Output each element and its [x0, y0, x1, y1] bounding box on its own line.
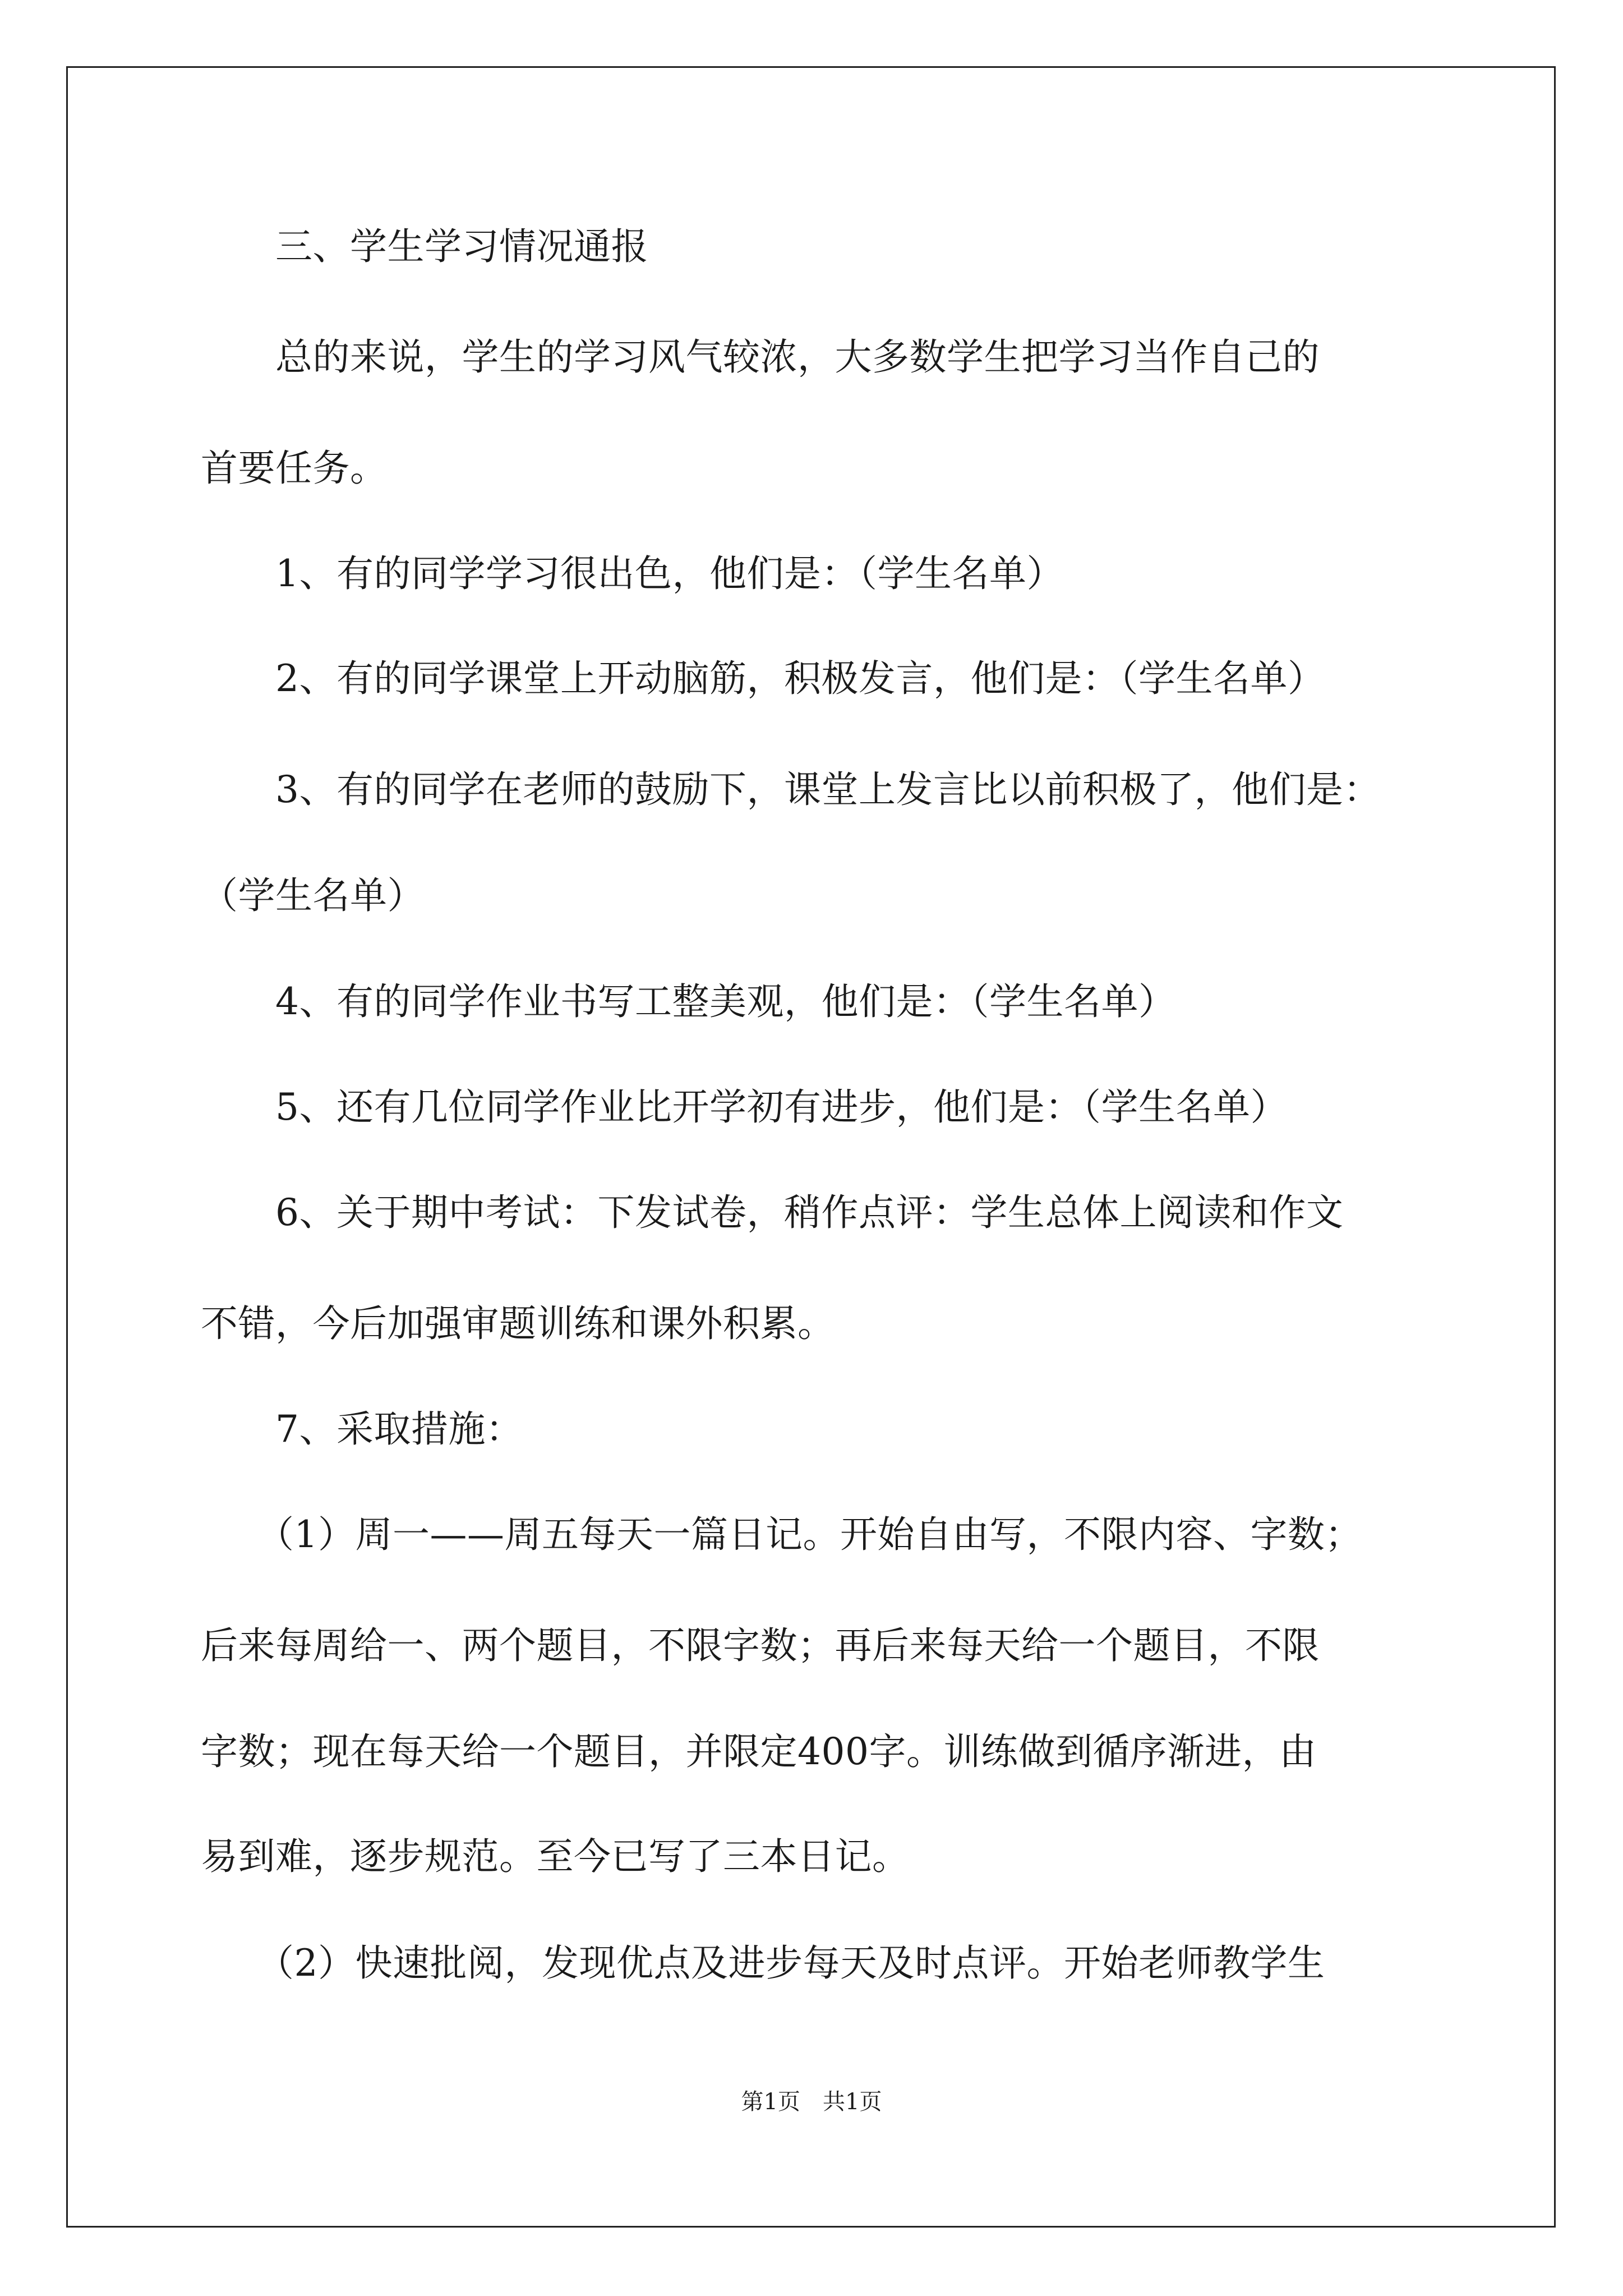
paragraph-line: 首要任务。 [201, 447, 388, 490]
paragraph-line: 总的来说，学生的学习风气较浓，大多数学生把学习当作自己的 [201, 335, 1320, 379]
measure-2-line: （2）快速批阅，发现优点及进步每天及时点评。开始老师教学生 [201, 1941, 1325, 1985]
list-item-3: 3、有的同学在老师的鼓励下，课堂上发言比以前积极了，他们是： [201, 768, 1381, 811]
section-heading: 三、学生学习情况通报 [201, 225, 648, 268]
list-item-6: 6、关于期中考试：下发试卷，稍作点评：学生总体上阅读和作文 [201, 1191, 1344, 1234]
page-number-footer: 第1页 共1页 [741, 2089, 882, 2115]
measure-1-line: （1）周一——周五每天一篇日记。开始自由写，不限内容、字数； [201, 1513, 1362, 1556]
measure-1-line: 易到难，逐步规范。至今已写了三本日记。 [201, 1835, 910, 1878]
list-item-6-continued: 不错，今后加强审题训练和课外积累。 [201, 1302, 835, 1345]
page-border [66, 66, 1556, 2228]
list-item-7: 7、采取措施： [201, 1407, 523, 1451]
list-item-4: 4、有的同学作业书写工整美观，他们是：（学生名单） [201, 980, 1176, 1023]
measure-1-line: 字数；现在每天给一个题目，并限定400字。训练做到循序渐进，由 [201, 1730, 1317, 1773]
list-item-2: 2、有的同学课堂上开动脑筋，积极发言，他们是：（学生名单） [201, 657, 1325, 700]
list-item-3-continued: （学生名单） [201, 874, 425, 917]
measure-1-line: 后来每周给一、两个题目，不限字数；再后来每天给一个题目，不限 [201, 1624, 1320, 1667]
list-item-1: 1、有的同学学习很出色，他们是：（学生名单） [201, 552, 1064, 595]
list-item-5: 5、还有几位同学作业比开学初有进步，他们是：（学生名单） [201, 1085, 1288, 1129]
